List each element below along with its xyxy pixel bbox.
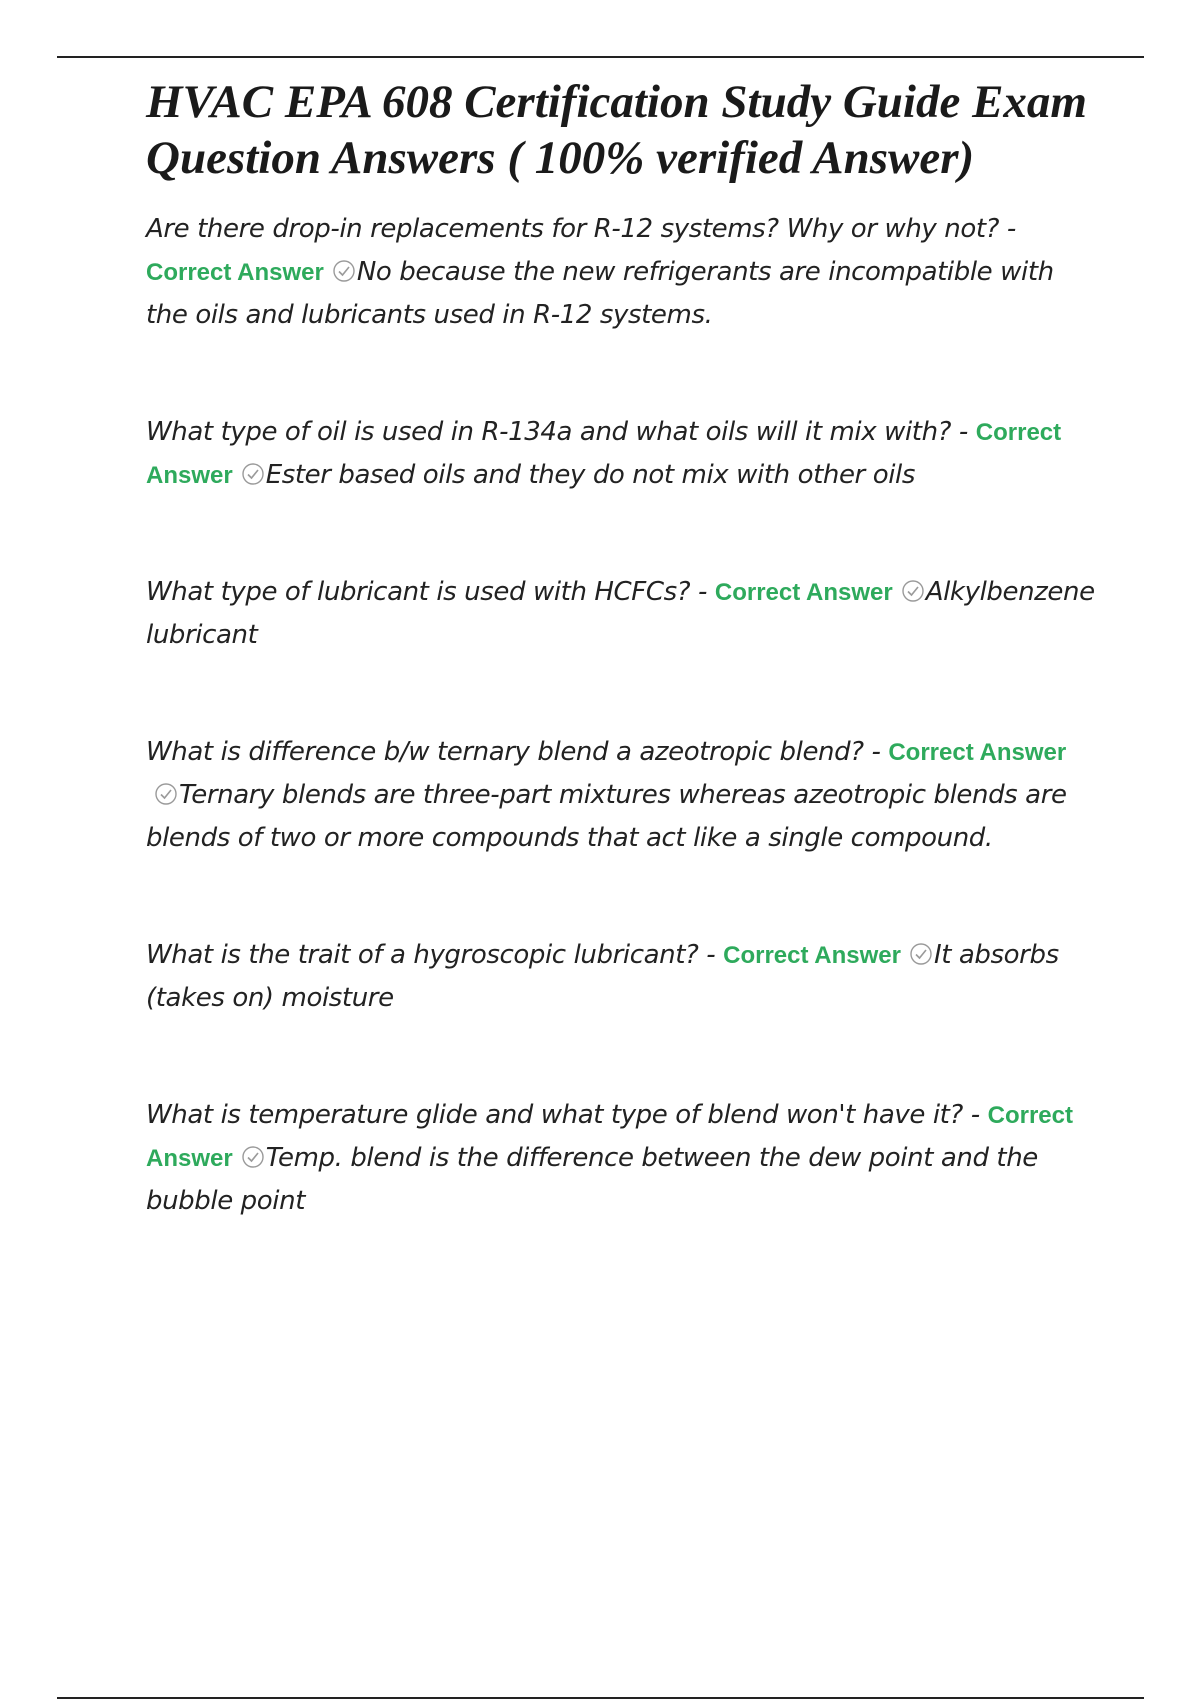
separator: - xyxy=(962,1100,988,1130)
question-text: What is the trait of a hygroscopic lubricant? xyxy=(146,940,699,970)
question-text: What type of oil is used in R-134a and what oils will it mix with? xyxy=(146,417,952,447)
qa-item xyxy=(146,571,1096,657)
qa-item xyxy=(146,208,1096,337)
check-badge-icon xyxy=(332,259,356,283)
answer-text: Ternary blends are three-part mixtures whereas azeotropic blends are blends of two or more compounds that act like a single compound. xyxy=(146,780,1067,853)
check-badge-icon xyxy=(901,579,925,603)
correct-answer-label: Correct Answer xyxy=(146,1102,1073,1172)
check-badge-icon xyxy=(154,782,178,806)
check-badge-icon xyxy=(909,942,933,966)
document-body xyxy=(146,74,1096,1223)
answer-text: Ester based oils and they do not mix with other oils xyxy=(265,460,916,490)
answer-text: Alkylbenzene lubricant xyxy=(146,577,1095,650)
document-title: HVAC EPA 608 Certification Study Guide Exam Question Answers ( 100% verified Answer) xyxy=(146,76,1087,184)
top-rule xyxy=(57,56,1144,58)
separator: - xyxy=(863,737,889,767)
separator: - xyxy=(698,940,724,970)
separator: - xyxy=(690,577,715,607)
check-badge-icon xyxy=(241,1145,265,1169)
qa-item xyxy=(146,1094,1096,1223)
question-text: Are there drop-in replacements for R-12 systems? Why or why not? xyxy=(146,214,1000,244)
answer-text: Temp. blend is the difference between the dew point and the bubble point xyxy=(146,1143,1038,1216)
separator: - xyxy=(951,417,976,447)
answer-text: No because the new refrigerants are incompatible with the oils and lubricants used in R-12 systems. xyxy=(146,257,1054,330)
question-text: What is difference b/w ternary blend a azeotropic blend? xyxy=(146,737,864,767)
correct-answer-label: Correct Answer xyxy=(146,419,1062,489)
answer-text: It absorbs (takes on) moisture xyxy=(146,940,1059,1013)
question-text: What type of lubricant is used with HCFCs? xyxy=(146,577,691,607)
correct-answer-label: Correct Answer xyxy=(888,739,1067,766)
qa-item xyxy=(146,411,1096,497)
check-badge-icon xyxy=(241,462,265,486)
question-text: What is temperature glide and what type of blend won't have it? xyxy=(146,1100,963,1130)
bottom-rule xyxy=(57,1697,1144,1699)
qa-item xyxy=(146,731,1096,860)
correct-answer-label: Correct Answer xyxy=(723,942,901,969)
qa-item xyxy=(146,934,1096,1020)
correct-answer-label: Correct Answer xyxy=(714,579,893,606)
separator: - xyxy=(999,214,1016,244)
correct-answer-label: Correct Answer xyxy=(146,259,324,286)
